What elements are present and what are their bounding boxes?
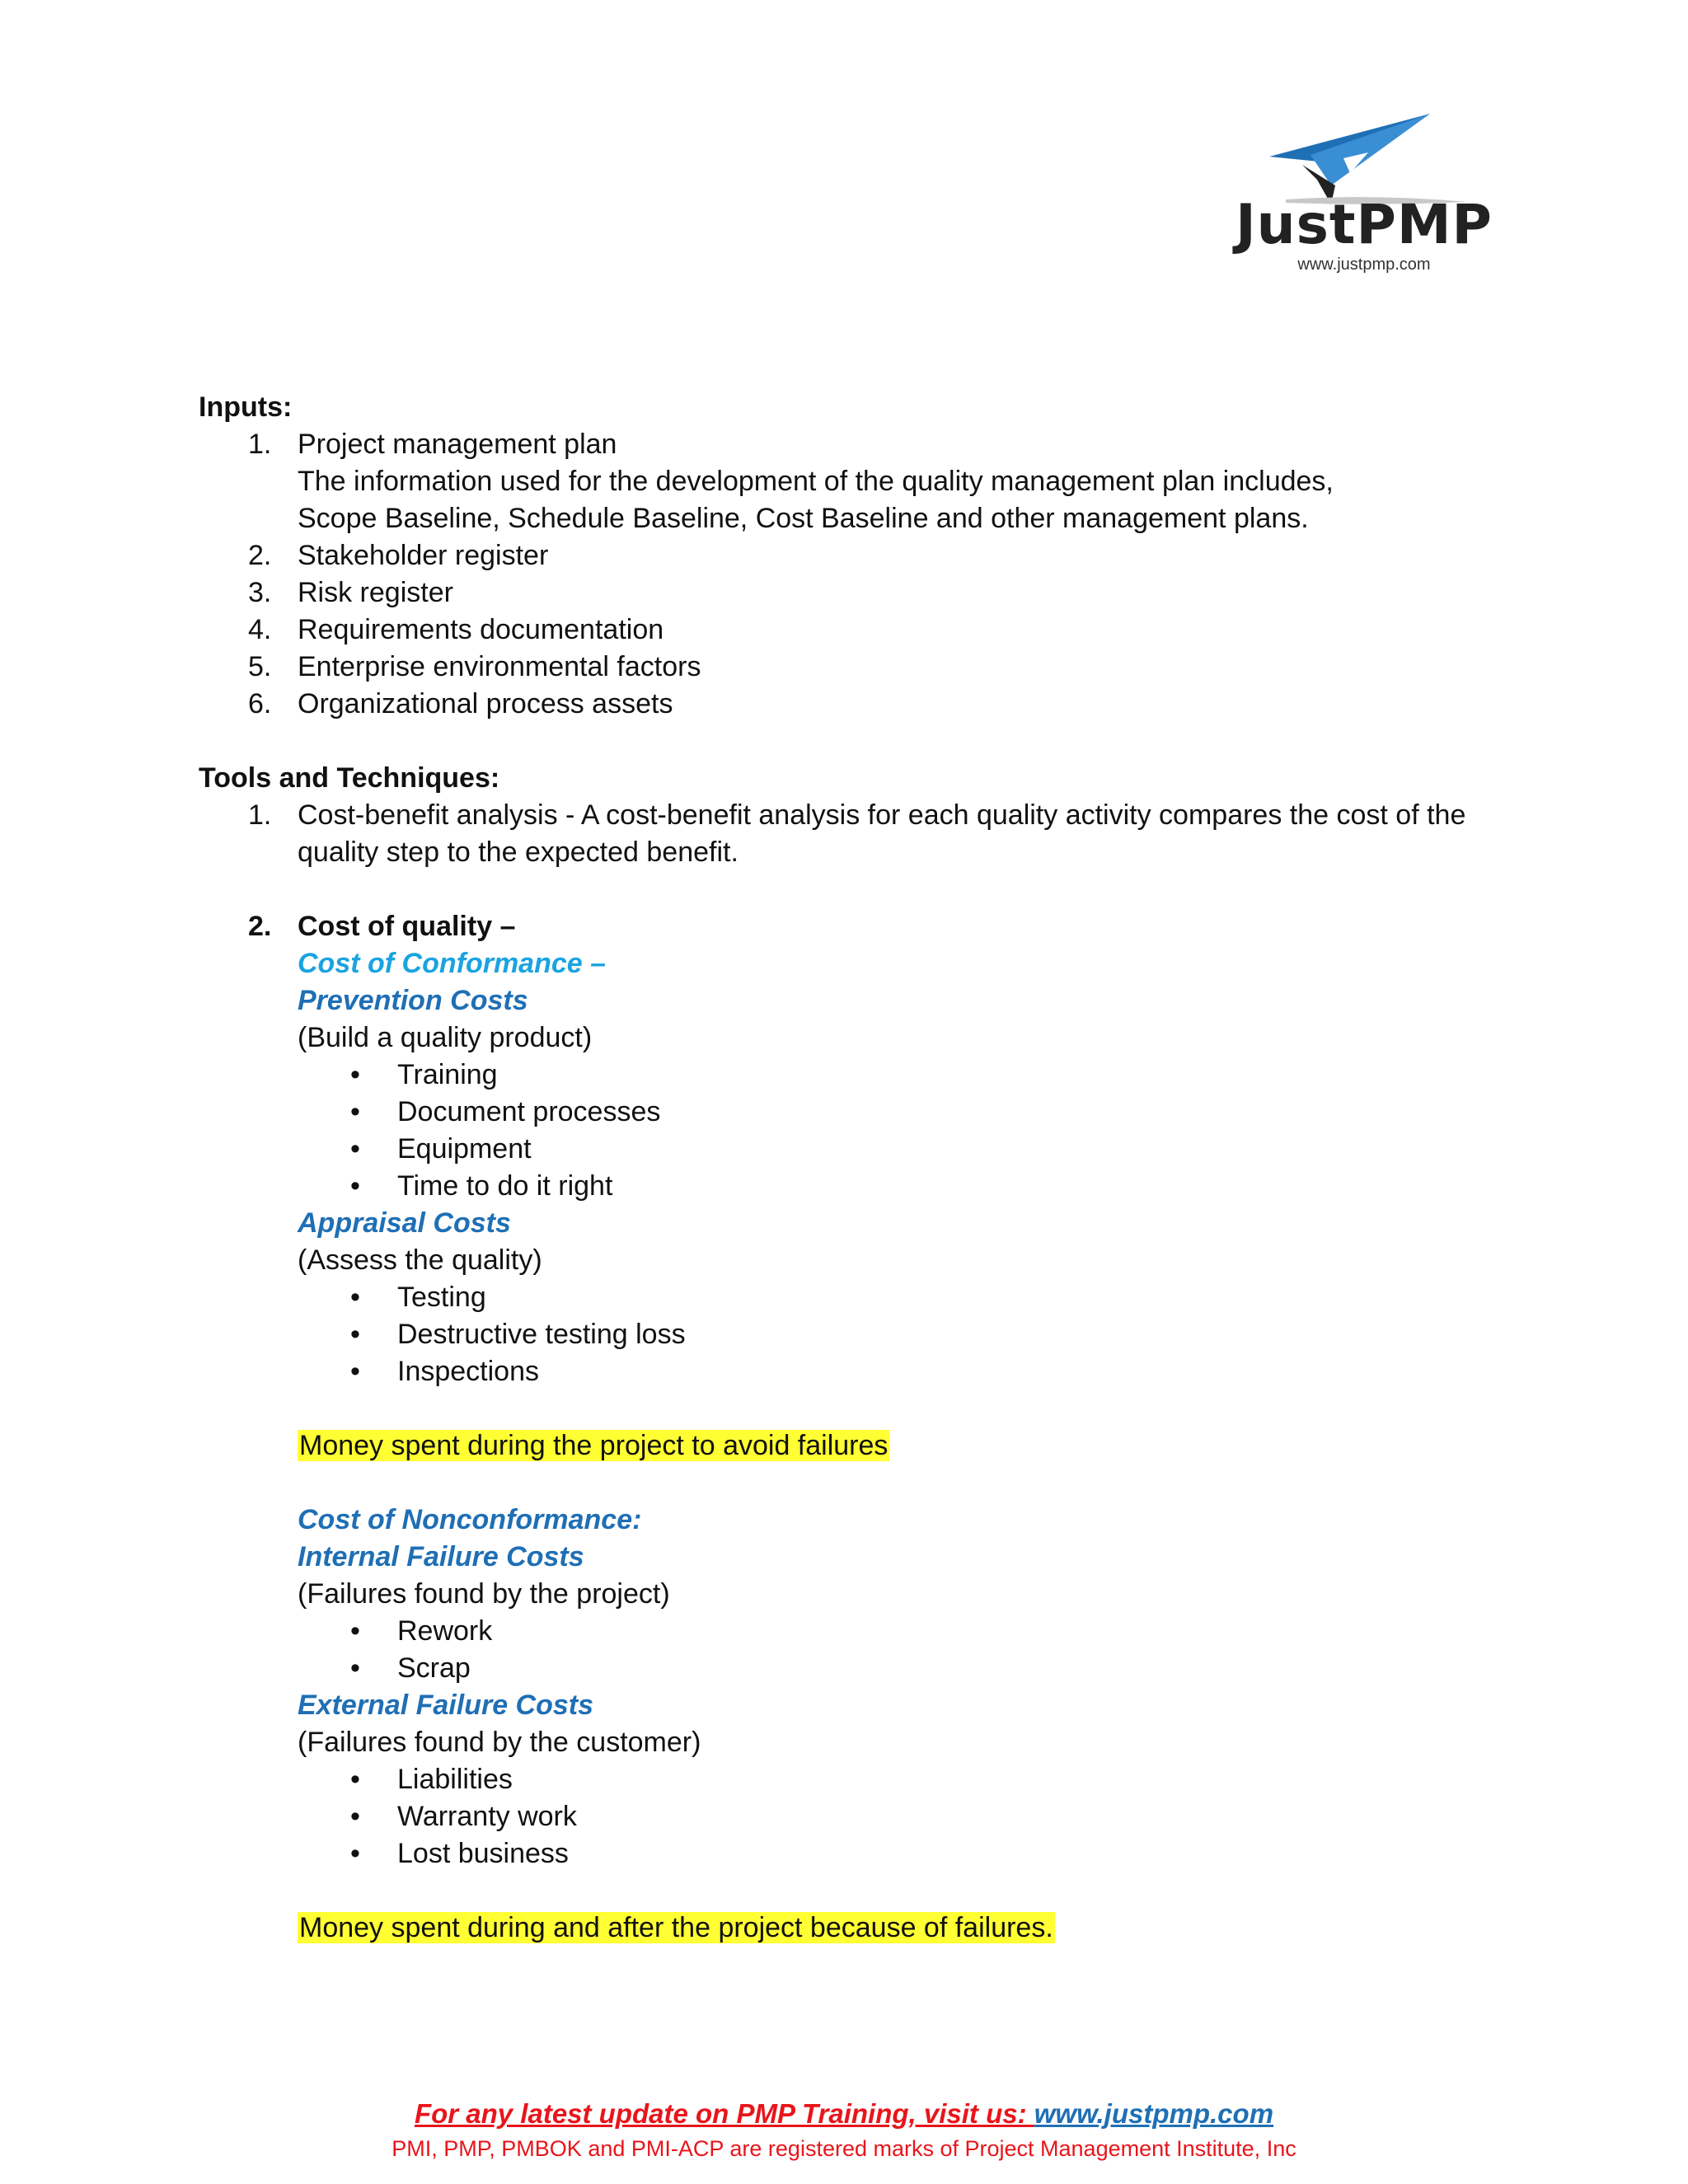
list-item (199, 649, 1517, 686)
list-continuation: The information used for the development of the quality management plan includes, (298, 466, 1334, 497)
footer-trademark: PMI, PMP, PMBOK and PMI-ACP are registered marks of Project Management Institute, Inc (392, 2136, 1296, 2161)
list-number: 4. (248, 614, 272, 645)
bullet-text: Rework (397, 1615, 493, 1647)
nonconformance-highlight: Money spent during and after the project because of failures. (299, 1912, 1053, 1943)
list-text: Project management plan (298, 429, 617, 460)
bullet-item (199, 1353, 1517, 1390)
bullet-glyph: • (350, 1133, 360, 1165)
bullet-text: Time to do it right (397, 1170, 613, 1202)
list-text: Organizational process assets (298, 688, 673, 719)
bullet-text: Destructive testing loss (397, 1319, 686, 1350)
logo-url: www.justpmp.com (1297, 255, 1431, 274)
list-number: 3. (248, 577, 272, 608)
bullet-item (199, 1613, 1517, 1650)
bullet-item (199, 1279, 1517, 1316)
list-continuation: quality step to the expected benefit. (298, 837, 738, 868)
bullet-glyph: • (350, 1282, 360, 1313)
list-continuation: Scope Baseline, Schedule Baseline, Cost Baseline and other management plans. (298, 503, 1309, 534)
list-item (199, 797, 1517, 834)
bullet-item (199, 1650, 1517, 1687)
list-item (199, 686, 1517, 723)
footer-lead-text: For any latest update on PMP Training, visit us: (414, 2098, 1034, 2129)
list-text: Risk register (298, 577, 453, 608)
inputs-heading: Inputs: (199, 391, 293, 423)
bullet-item (199, 1835, 1517, 1872)
bullet-glyph: • (350, 1356, 360, 1387)
bullet-text: Training (397, 1059, 498, 1090)
highlight-line (199, 1910, 1517, 1947)
list-text: Enterprise environmental factors (298, 651, 701, 682)
bullet-text: Testing (397, 1282, 486, 1313)
bullet-text: Inspections (397, 1356, 539, 1387)
list-item (199, 426, 1517, 463)
bullet-item (199, 1761, 1517, 1798)
prevention-costs-heading: Prevention Costs (298, 985, 528, 1016)
bullet-glyph: • (350, 1652, 360, 1684)
list-item (199, 908, 1517, 945)
bullet-text: Lost business (397, 1838, 569, 1869)
list-number: 6. (248, 688, 272, 719)
conformance-highlight: Money spent during the project to avoid failures (299, 1430, 889, 1461)
list-number: 5. (248, 651, 272, 682)
bullet-text: Scrap (397, 1652, 471, 1684)
bullet-text: Equipment (397, 1133, 532, 1165)
bullet-item (199, 1057, 1517, 1094)
list-number: 2. (248, 540, 272, 571)
external-failure-costs-heading: External Failure Costs (298, 1690, 594, 1721)
bullet-item (199, 1168, 1517, 1205)
bullet-glyph: • (350, 1838, 360, 1869)
document-body (199, 389, 1517, 1947)
footer-update-line (0, 2098, 1688, 2130)
list-item (199, 537, 1517, 574)
list-number: 1. (248, 799, 272, 831)
bullet-text: Liabilities (397, 1764, 513, 1795)
footer-website-link[interactable]: www.justpmp.com (1034, 2098, 1274, 2129)
external-failure-note: (Failures found by the customer) (298, 1727, 701, 1758)
bullet-glyph: • (350, 1615, 360, 1647)
appraisal-costs-note: (Assess the quality) (298, 1244, 542, 1276)
cost-of-quality-title: Cost of quality – (298, 911, 516, 942)
list-item (199, 612, 1517, 649)
bullet-item (199, 1131, 1517, 1168)
bullet-glyph: • (350, 1059, 360, 1090)
internal-failure-costs-heading: Internal Failure Costs (298, 1541, 584, 1572)
cost-of-nonconformance-heading: Cost of Nonconformance: (298, 1504, 642, 1535)
list-text: Requirements documentation (298, 614, 664, 645)
bullet-glyph: • (350, 1170, 360, 1202)
bullet-item (199, 1798, 1517, 1835)
logo-wordmark: JustPMP (1236, 193, 1493, 256)
tools-heading: Tools and Techniques: (199, 762, 500, 794)
list-text: Stakeholder register (298, 540, 549, 571)
bullet-glyph: • (350, 1764, 360, 1795)
appraisal-costs-heading: Appraisal Costs (298, 1207, 511, 1239)
bullet-glyph: • (350, 1801, 360, 1832)
list-item (199, 574, 1517, 612)
bullet-text: Document processes (397, 1096, 661, 1127)
list-text: Cost-benefit analysis - A cost-benefit analysis for each quality activity compares the cost of the (298, 799, 1466, 831)
bullet-item (199, 1316, 1517, 1353)
highlight-line (199, 1427, 1517, 1465)
internal-failure-note: (Failures found by the project) (298, 1578, 670, 1610)
cost-of-conformance-heading: Cost of Conformance – (298, 948, 607, 979)
list-number: 2. (248, 911, 272, 942)
bullet-glyph: • (350, 1096, 360, 1127)
bullet-glyph: • (350, 1319, 360, 1350)
bullet-text: Warranty work (397, 1801, 577, 1832)
list-number: 1. (248, 429, 272, 460)
bullet-item (199, 1094, 1517, 1131)
prevention-costs-note: (Build a quality product) (298, 1022, 593, 1053)
justpmp-logo (1228, 107, 1500, 280)
